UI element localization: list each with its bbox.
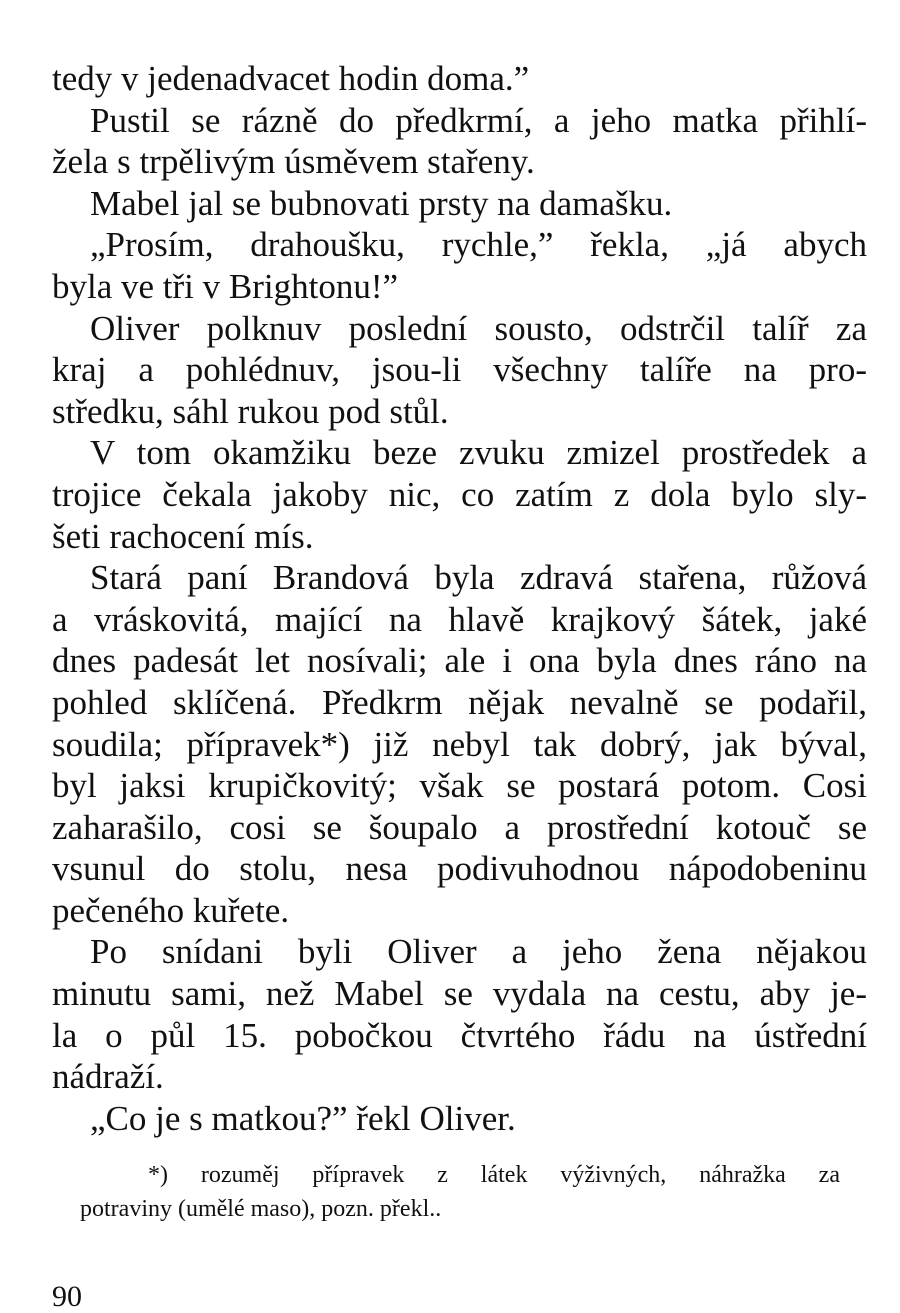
text-line: šeti rachocení mís. — [52, 516, 314, 556]
page-number: 90 — [52, 1280, 82, 1313]
text-line: byl jaksi krupičkovitý; však se postará potom. Cosi — [52, 766, 867, 806]
text-line: „Co je s matkou?” řekl Oliver. — [90, 1098, 516, 1138]
text-line: Oliver polknuv poslední sousto, odstrčil talíř za — [90, 308, 867, 348]
text-line: kraj a pohlédnuv, jsou-li všechny talíře na pro- — [52, 350, 867, 390]
text-line: la o půl 15. pobočkou čtvrtého řádu na ústřední — [52, 1015, 867, 1055]
text-line: a vráskovitá, mající na hlavě krajkový šátek, jaké — [52, 599, 867, 639]
text-line: trojice čekala jakoby nic, co zatím z dola bylo sly- — [52, 474, 867, 514]
text-line: „Prosím, drahoušku, rychle,” řekla, „já abych — [90, 225, 867, 265]
text-line: Mabel jal se bubnovati prsty na damašku. — [90, 183, 673, 223]
text-line: žela s trpělivým úsměvem stařeny. — [52, 142, 535, 182]
text-line: Po snídani byli Oliver a jeho žena nějakou — [90, 932, 867, 972]
text-line: byla ve tři v Brightonu!” — [52, 266, 399, 306]
text-line: V tom okamžiku beze zvuku zmizel prostředek a — [90, 433, 867, 473]
footnote-line: potraviny (umělé maso), pozn. překl.. — [80, 1196, 442, 1222]
text-line: středku, sáhl rukou pod stůl. — [52, 391, 449, 431]
text-line: vsunul do stolu, nesa podivuhodnou nápodobeninu — [52, 849, 867, 889]
text-line: soudila; přípravek*) již nebyl tak dobrý, jak býval, — [52, 724, 867, 764]
text-line: minutu sami, než Mabel se vydala na cestu, aby je- — [52, 974, 867, 1014]
footnote-line: *) rozuměj přípravek z látek výživných, náhražka za — [148, 1162, 840, 1188]
text-line: tedy v jedenadvacet hodin doma.” — [52, 59, 530, 98]
text-line: pohled sklíčená. Předkrm nějak nevalně se podařil, — [52, 682, 867, 722]
text-line: dnes padesát let nosívali; ale i ona byla dnes ráno na — [52, 641, 867, 681]
text-line: Stará paní Brandová byla zdravá stařena, růžová — [90, 558, 867, 598]
page-body — [52, 58, 867, 1139]
footnote — [80, 1158, 840, 1226]
text-line: Pustil se rázně do předkrmí, a jeho matka přihlí- — [90, 100, 867, 140]
text-line: zaharašilo, cosi se šoupalo a prostřední kotouč se — [52, 807, 867, 847]
text-line: pečeného kuřete. — [52, 890, 290, 930]
text-line: nádraží. — [52, 1057, 164, 1097]
